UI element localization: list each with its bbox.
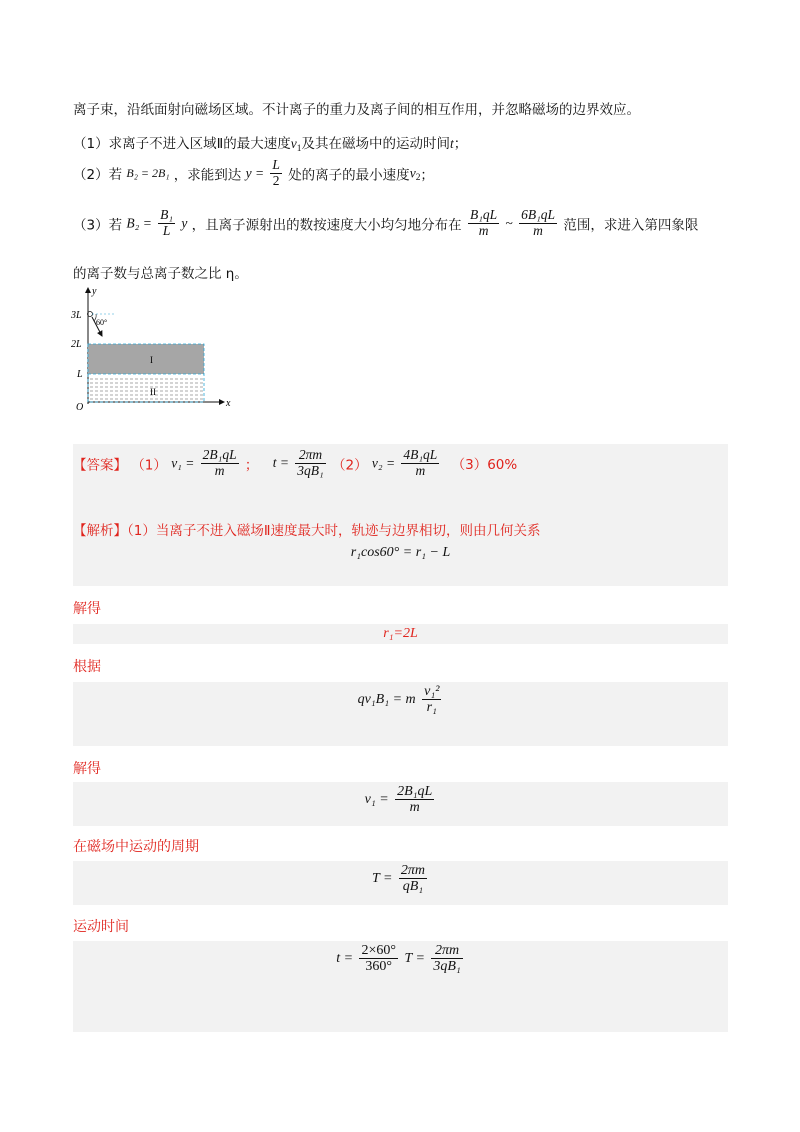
eq-v1-lhs: v₁ =	[364, 791, 389, 807]
answer-v1: v₁ =	[171, 455, 195, 471]
analysis-line	[73, 519, 540, 539]
eq-r1: r₁=2L	[383, 626, 418, 641]
answer-t-frac	[295, 448, 325, 479]
analysis-tag: 【解析】	[73, 523, 127, 539]
q3-fraction-1	[468, 208, 499, 239]
label-origin: O	[76, 402, 84, 413]
answer-v2-frac	[401, 448, 439, 479]
q3-frac-num: B₁	[160, 207, 174, 222]
step-label-3: 解得	[73, 761, 101, 777]
q2-frac-den: 2	[272, 172, 280, 188]
answer-line	[73, 448, 517, 479]
label-3l: 3L	[71, 310, 82, 321]
q3-f1-num: B₁qL	[469, 207, 498, 222]
step-label-4: 在磁场中运动的周期	[73, 839, 199, 855]
answer-v2-num: 4B₁qL	[403, 447, 438, 462]
region-2-hatch	[90, 379, 204, 399]
answer-p3: （3）60%	[451, 457, 518, 474]
q1-var-v-sub: 1	[296, 143, 302, 154]
eq-period-frac	[399, 863, 427, 895]
eq-time-num2: 2πm	[431, 943, 462, 959]
analysis-text: （1）当离子不进入磁场Ⅱ速度最大时，轨迹与边界相切，则由几何关系	[127, 523, 541, 539]
q1-prefix: （1）求离子不进入区域Ⅱ的最大速度	[73, 136, 291, 152]
magnetic-field-diagram	[70, 284, 240, 414]
q3-f1-den: m	[478, 222, 489, 238]
answer-v2: v₂ =	[371, 455, 396, 471]
eq-period-num: 2πm	[400, 863, 426, 878]
eq-v1-den: m	[409, 800, 420, 816]
eq-v1-num: 2B₁qL	[397, 784, 433, 799]
question-1	[73, 132, 467, 154]
answer-tag: 【答案】	[73, 457, 127, 474]
answer-v1-den: m	[214, 462, 225, 478]
question-2	[73, 158, 434, 189]
answer-t-den: 3qB₁	[297, 462, 324, 478]
eq-time-frac-2	[431, 943, 462, 975]
q3-frac-den: L	[162, 222, 171, 238]
eq-time-mid: T =	[404, 950, 425, 966]
q2-y: y =	[245, 165, 265, 181]
answer-v1-num: 2B₁qL	[202, 447, 237, 462]
q2-frac-num: L	[272, 157, 280, 172]
eq-lorentz-frac	[422, 684, 441, 716]
q3-mid: ，且离子源射出的数按速度大小均匀地分布在	[191, 217, 462, 234]
question-3-cont: 的离子数与总离子数之比 η。	[73, 266, 248, 282]
step-label-5: 运动时间	[73, 919, 129, 935]
q3-f2-num: 6B₁qL	[521, 207, 556, 222]
q2-mid: ，求能到达	[173, 167, 242, 184]
label-angle: 60°	[96, 318, 108, 327]
eq-v1	[73, 784, 728, 816]
step-label-2: 根据	[73, 659, 101, 675]
q1-end: ；	[453, 136, 468, 152]
step-label-1: 解得	[73, 601, 101, 617]
eq-lorentz-num: v₁²	[424, 684, 440, 699]
answer-sep: ；	[244, 457, 259, 474]
eq-time-frac-1	[359, 943, 398, 975]
q2-v2-sub: 2	[415, 173, 421, 184]
eq-v1-frac	[395, 784, 434, 816]
eq-lorentz	[73, 684, 728, 716]
answer-p1: （1）	[131, 457, 167, 474]
q2-prefix: （2）若	[73, 167, 123, 184]
eq-time-den2: 3qB₁	[433, 959, 461, 975]
q1-var-t: t	[449, 136, 454, 151]
eq-geometry: r₁cos60° = r₁ − L	[350, 545, 451, 560]
eq-time-den1: 360°	[365, 959, 393, 975]
answer-v2-den: m	[415, 462, 426, 478]
question-3	[73, 208, 698, 239]
eq-period-lhs: T =	[371, 870, 393, 886]
eq-period	[73, 863, 728, 895]
q3-end: 范围，求进入第四象限	[563, 217, 699, 234]
q3-prefix: （3）若	[73, 217, 123, 234]
region-1	[88, 344, 204, 374]
label-2l: 2L	[71, 339, 82, 350]
q1-mid: 及其在磁场中的运动时间	[301, 136, 450, 152]
answer-p2: （2）	[332, 457, 368, 474]
q2-v2: v	[409, 165, 416, 181]
q3-fraction-2	[519, 208, 557, 239]
answer-v1-frac	[201, 448, 239, 479]
q2-condition: B₂ = 2B₁	[126, 165, 170, 180]
eq-time	[73, 943, 728, 975]
eq-time-num1: 2×60°	[361, 943, 396, 958]
label-region-1: I	[150, 355, 153, 365]
answer-t: t =	[272, 455, 289, 471]
eq-time-lhs: t =	[336, 950, 354, 966]
intro-text: 离子束，沿纸面射向磁场区域。不计离子的重力及离子间的相互作用，并忽略磁场的边界效应。	[73, 102, 640, 118]
q2-end: 处的离子的最小速度	[288, 167, 410, 184]
q3-f2-den: m	[533, 222, 543, 238]
q3-fraction-b1-l	[158, 208, 175, 239]
eq-lorentz-lhs: qv₁B₁ = m	[357, 691, 416, 707]
q1-var-v: v	[290, 136, 297, 151]
label-region-2: II	[150, 387, 156, 397]
eq-lorentz-den: r₁	[426, 700, 437, 716]
q3-y: y	[181, 215, 188, 231]
label-l: L	[77, 369, 83, 380]
q3-b2: B₂ =	[126, 215, 152, 231]
label-y: y	[92, 286, 97, 297]
q2-fraction	[270, 158, 282, 189]
q3-tilde: ~	[505, 215, 513, 231]
q2-tail: ；	[420, 167, 434, 184]
label-x: x	[226, 398, 231, 409]
eq-period-den: qB₁	[402, 879, 424, 895]
answer-t-num: 2πm	[295, 448, 325, 464]
